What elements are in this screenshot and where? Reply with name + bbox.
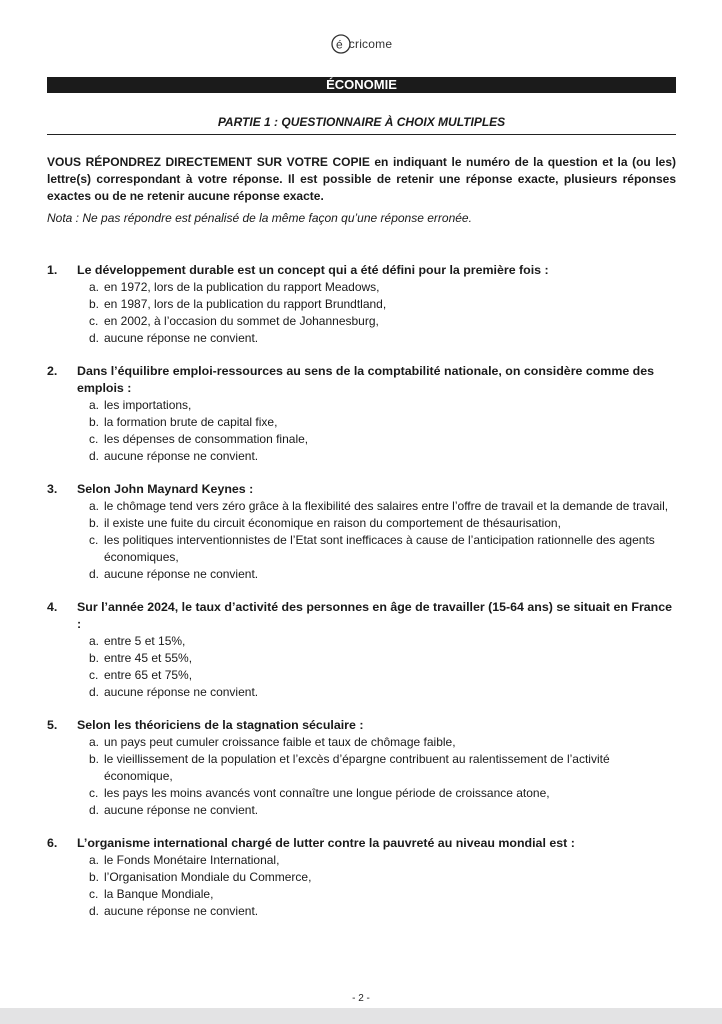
question-heading <box>47 481 676 498</box>
choice-letter: c. <box>89 314 99 328</box>
answer-choices <box>47 397 676 465</box>
answer-choices <box>47 279 676 347</box>
question-3 <box>47 481 676 583</box>
page-number: - 2 - <box>352 993 370 1004</box>
question-1 <box>47 262 676 347</box>
question-heading <box>47 835 676 852</box>
choice-letter: d. <box>89 904 100 918</box>
question-6 <box>47 835 676 920</box>
answer-choices <box>47 633 676 701</box>
page-bottom-margin <box>0 1008 722 1024</box>
choice-letter: b. <box>89 752 100 766</box>
answer-choice <box>89 414 676 431</box>
answer-choice <box>89 785 676 802</box>
question-text: Dans l’équilibre emploi-ressources au sens de la comptabilité nationale, on considère comme des emplois : <box>77 364 655 395</box>
part-divider <box>47 134 676 135</box>
choice-text: la formation brute de capital fixe, <box>104 415 278 429</box>
choice-letter: a. <box>89 853 100 867</box>
question-text: Selon John Maynard Keynes : <box>77 482 254 496</box>
question-list <box>47 262 676 936</box>
choice-letter: d. <box>89 449 100 463</box>
choice-letter: b. <box>89 870 100 884</box>
part-title: PARTIE 1 : QUESTIONNAIRE À CHOIX MULTIPLES <box>217 115 506 129</box>
answer-choice <box>89 886 676 903</box>
choice-text: en 1987, lors de la publication du rapport Brundtland, <box>104 297 387 311</box>
question-text: Sur l’année 2024, le taux d’activité des personnes en âge de travailler (15-64 ans) se situait en France : <box>77 600 673 631</box>
answer-choice <box>89 650 676 667</box>
question-number: 1. <box>47 263 58 277</box>
choice-letter: b. <box>89 651 100 665</box>
answer-choice <box>89 667 676 684</box>
nota: Nota : Ne pas répondre est pénalisé de la même façon qu’une réponse erronée. <box>47 211 472 225</box>
question-heading <box>47 363 676 397</box>
question-5 <box>47 717 676 819</box>
answer-choice <box>89 431 676 448</box>
section-title: ÉCONOMIE <box>47 77 676 93</box>
answer-choice <box>89 448 676 465</box>
question-number: 4. <box>47 600 58 614</box>
answer-choice <box>89 498 676 515</box>
choice-letter: c. <box>89 533 99 547</box>
choice-text: l’Organisation Mondiale du Commerce, <box>104 870 312 884</box>
choice-letter: b. <box>89 415 100 429</box>
choice-text: entre 5 et 15%, <box>104 634 186 648</box>
choice-letter: d. <box>89 803 100 817</box>
answer-choice <box>89 734 676 751</box>
question-heading <box>47 599 676 633</box>
answer-choice <box>89 903 676 920</box>
choice-text: entre 65 et 75%, <box>104 668 193 682</box>
choice-text: les politiques interventionnistes de l’Etat sont inefficaces à cause de l’anticipation rationnelle des agents économiques, <box>104 533 655 564</box>
choice-text: le vieillissement de la population et l’excès d’épargne contribuent au ralentissement de l’activité économique, <box>104 752 610 783</box>
answer-choice <box>89 330 676 347</box>
answer-choice <box>89 313 676 330</box>
question-text: Selon les théoriciens de la stagnation séculaire : <box>77 718 364 732</box>
answer-choice <box>89 515 676 532</box>
choice-text: aucune réponse ne convient. <box>104 449 259 463</box>
choice-text: les importations, <box>104 398 192 412</box>
question-number: 2. <box>47 364 58 378</box>
instructions: VOUS RÉPONDREZ DIRECTEMENT SUR VOTRE COPIE en indiquant le numéro de la question et la (ou les) lettre(s) correspondant à votre réponse. Il est possible de retenir une réponse exacte, plusieurs réponses exactes ou de ne retenir aucune réponse exacte. <box>47 155 676 203</box>
choice-text: un pays peut cumuler croissance faible et taux de chômage faible, <box>104 735 456 749</box>
choice-letter: a. <box>89 398 100 412</box>
ecricome-logo <box>0 33 722 55</box>
answer-choices <box>47 498 676 583</box>
question-2 <box>47 363 676 465</box>
svg-text:é: é <box>335 37 343 52</box>
logo-text: cricome <box>348 37 393 51</box>
choice-letter: a. <box>89 735 100 749</box>
question-number: 5. <box>47 718 58 732</box>
question-text: L’organisme international chargé de lutter contre la pauvreté au niveau mondial est : <box>77 836 575 850</box>
choice-text: la Banque Mondiale, <box>104 887 214 901</box>
choice-letter: a. <box>89 634 100 648</box>
answer-choice <box>89 869 676 886</box>
choice-text: aucune réponse ne convient. <box>104 331 259 345</box>
question-number: 6. <box>47 836 58 850</box>
choice-text: il existe une fuite du circuit économique en raison du comportement de thésaurisation, <box>104 516 561 530</box>
choice-text: le Fonds Monétaire International, <box>104 853 280 867</box>
answer-choice <box>89 397 676 414</box>
answer-choice <box>89 296 676 313</box>
choice-letter: a. <box>89 280 100 294</box>
answer-choice <box>89 852 676 869</box>
choice-text: entre 45 et 55%, <box>104 651 193 665</box>
question-heading <box>47 262 676 279</box>
choice-letter: c. <box>89 432 99 446</box>
answer-choice <box>89 633 676 650</box>
choice-text: en 1972, lors de la publication du rapport Meadows, <box>104 280 380 294</box>
choice-letter: b. <box>89 516 100 530</box>
choice-letter: b. <box>89 297 100 311</box>
question-heading <box>47 717 676 734</box>
choice-text: les dépenses de consommation finale, <box>104 432 309 446</box>
choice-letter: c. <box>89 786 99 800</box>
choice-letter: d. <box>89 685 100 699</box>
answer-choice <box>89 684 676 701</box>
choice-letter: c. <box>89 668 99 682</box>
answer-choice <box>89 751 676 785</box>
answer-choice <box>89 532 676 566</box>
question-number: 3. <box>47 482 58 496</box>
answer-choice <box>89 279 676 296</box>
answer-choice <box>89 802 676 819</box>
choice-text: aucune réponse ne convient. <box>104 803 259 817</box>
choice-text: les pays les moins avancés vont connaître une longue période de croissance atone, <box>104 786 550 800</box>
choice-text: aucune réponse ne convient. <box>104 685 259 699</box>
answer-choices <box>47 852 676 920</box>
choice-letter: d. <box>89 567 100 581</box>
answer-choice <box>89 566 676 583</box>
choice-text: en 2002, à l’occasion du sommet de Johannesburg, <box>104 314 379 328</box>
question-4 <box>47 599 676 701</box>
question-text: Le développement durable est un concept qui a été défini pour la première fois : <box>77 263 549 277</box>
choice-text: aucune réponse ne convient. <box>104 567 259 581</box>
choice-letter: a. <box>89 499 100 513</box>
choice-text: aucune réponse ne convient. <box>104 904 259 918</box>
choice-letter: d. <box>89 331 100 345</box>
choice-letter: c. <box>89 887 99 901</box>
choice-text: le chômage tend vers zéro grâce à la flexibilité des salaires entre l’offre de travail et la demande de travail, <box>104 499 669 513</box>
answer-choices <box>47 734 676 819</box>
